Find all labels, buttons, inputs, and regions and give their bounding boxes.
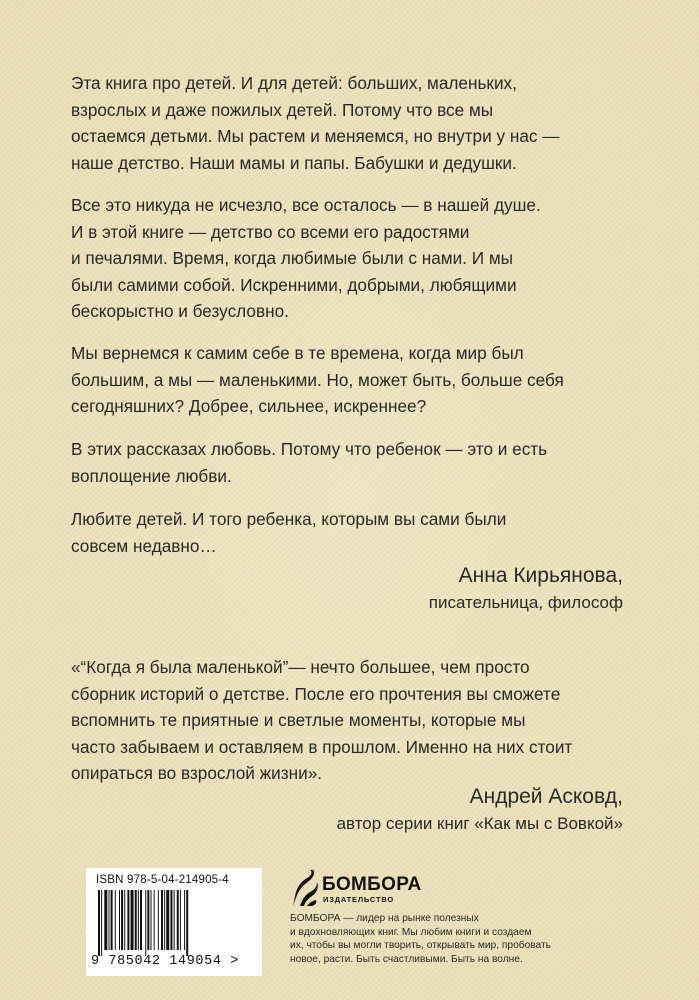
barcode-bar xyxy=(115,890,116,950)
barcode-bar xyxy=(147,890,149,950)
barcode-bar xyxy=(119,890,120,950)
barcode-bar xyxy=(145,890,146,956)
intro-paragraph-4: В этих рассказах любовь. Потому что ребенок — это и есть воплощение любви. xyxy=(71,439,548,486)
isbn-label: ISBN 978-5-04-214905-4 xyxy=(96,874,229,886)
bombora-wave-logo-icon xyxy=(290,868,320,908)
intro-paragraph-2: Все это никуда не исчезло, все осталось — в нашей душе. И в этой книге — детство со всеми его радостями и печалями. Время, когда любимые были с нами. И мы были самими собой. Искренними, добрыми, любящими бескорыстно и безусловно. xyxy=(71,195,541,321)
publisher-blurb: БОМБОРА — лидер на рынке полезных и вдохновляющих книг. Мы любим книги и создаем их, чтобы вы могли творить, открывать мир, пробовать новое, расти. Быть счастливыми. Быть на волне. xyxy=(290,913,551,965)
reviewer-signature-role: автор серии книг «Как мы с Вовкой» xyxy=(336,814,623,833)
barcode-bar xyxy=(170,890,172,950)
barcode-bar xyxy=(140,890,142,950)
barcode-block xyxy=(86,868,262,976)
intro-paragraph-1: Эта книга про детей. И для детей: больших, маленьких, взрослых и даже пожилых детей. Потому что все мы остаемся детьми. Мы растем и меняемся, но внутри у нас — наше детство. Наши мамы и папы. Бабушки и дедушки. xyxy=(71,73,560,173)
barcode-bar xyxy=(98,890,100,956)
barcode-bar xyxy=(164,890,165,950)
review-quote: «“Когда я была маленькой”— нечто большее, чем просто сборник историй о детстве. После его прочтения вы сможете вспомнить те приятные и светлые моменты, которые мы часто забываем и оставляем в прошлом. Именно на них стоит опираться во взрослой жизни». xyxy=(71,657,573,783)
barcode-digits: 9 785042 149054 > xyxy=(91,954,239,969)
barcode-bar xyxy=(131,890,134,950)
barcode-bar xyxy=(180,890,181,950)
barcode-bar xyxy=(158,890,159,950)
barcode-bar xyxy=(186,890,188,956)
barcode-bar xyxy=(151,890,152,950)
barcode-bar xyxy=(174,890,175,950)
barcode-bar xyxy=(104,890,107,950)
barcode-bar xyxy=(177,890,179,950)
publisher-logo-name: БОМБОРА xyxy=(322,874,422,895)
barcode-icon xyxy=(98,890,250,956)
author-signature-name: Анна Кирьянова, xyxy=(458,564,623,587)
publisher-logo-subtitle: ИЗДАТЕЛЬСТВО xyxy=(323,895,394,904)
barcode-bar xyxy=(135,890,137,950)
barcode-bar xyxy=(101,890,102,956)
barcode-bar xyxy=(109,890,110,950)
author-signature-role: писательница, философ xyxy=(428,593,623,612)
barcode-bar xyxy=(111,890,113,950)
barcode-bar xyxy=(184,890,185,950)
barcode-bar xyxy=(166,890,169,950)
barcode-bar xyxy=(127,890,129,950)
intro-paragraph-3: Мы вернемся к самим себе в те времена, когда мир был большим, а мы — маленькими. Но, может быть, больше себя сегодняшних? Добрее, сильнее, искреннее? xyxy=(71,343,564,416)
intro-paragraph-5: Любите детей. И того ребенка, которым вы сами были совсем недавно… xyxy=(71,509,507,556)
publisher-logo xyxy=(290,868,440,912)
barcode-bar xyxy=(161,890,163,950)
barcode-bar xyxy=(124,890,125,950)
barcode-bar xyxy=(138,890,139,950)
barcode-bar xyxy=(121,890,123,950)
barcode-bar xyxy=(154,890,155,950)
reviewer-signature-name: Андрей Асковд, xyxy=(469,785,623,808)
